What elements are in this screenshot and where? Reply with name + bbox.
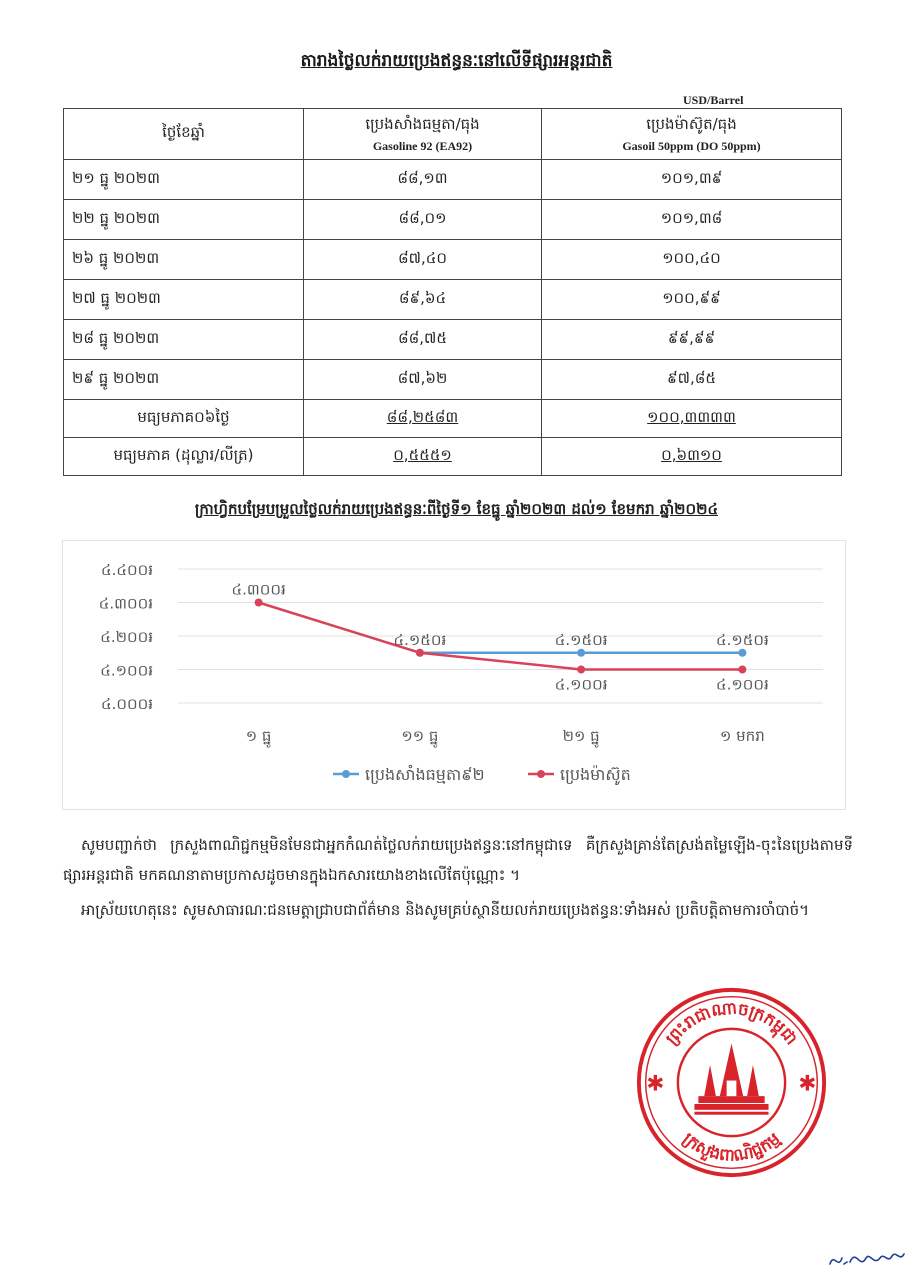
header-gasoline: ប្រេងសាំងធម្មតា/ធុង Gasoline 92 (EA92)	[304, 109, 542, 160]
data-point	[416, 649, 424, 657]
x-tick-label: ១ មករា	[720, 727, 765, 745]
angkor-temple-icon	[694, 1044, 768, 1115]
data-point	[255, 599, 263, 607]
summary-row-average-6-days: មធ្យមភាគ០៦ថ្ងៃ ៨៨,២៥៨៣ ១០០,៣៣៣៣	[64, 400, 842, 438]
svg-text:✱: ✱	[646, 1071, 665, 1097]
price-line-chart	[62, 540, 846, 810]
seal-top-text: ព្រះរាជាណាចក្រកម្ពុជា	[661, 998, 802, 1049]
data-label: ៤.១៥០៛	[393, 630, 447, 649]
legend-label: ប្រេងម៉ាស៊ូត	[560, 765, 631, 784]
seal-bottom-text: ក្រសួងពាណិជ្ជកម្ម	[679, 1128, 784, 1166]
chart-canvas	[63, 541, 845, 809]
signature	[826, 1244, 908, 1274]
chart-title: ក្រាហ្វិកបម្រែបម្រួលថ្លៃលក់រាយប្រេងឥន្ធនៈពីថ្ងៃទី១ ខែធ្នូ ឆ្នាំ២០២៣ ដល់១ ខែមករា ឆ្នាំ២០២៤	[194, 500, 719, 518]
table-row: ២៩ ធ្នូ ២០២៣ ៨៧,៦២ ៩៧,៨៥	[64, 360, 842, 400]
data-label: ៤.១៥០៛	[716, 630, 769, 649]
price-table	[63, 108, 842, 476]
note-paragraph-1: សូមបញ្ជាក់ថា ក្រសួងពាណិជ្ជកម្មមិនមែនជាអ្នកកំណត់ថ្លៃលក់រាយប្រេងឥន្ធនៈនៅកម្ពុជាទេ គឺក្រសួងគ្រាន់តែស្រង់តម្លៃឡើង-ចុះនៃប្រេងតាមទីផ្សារអន្តរជាតិ មកគណនាតាមប្រកាសដូចមានក្នុងឯកសារយោងខាងលើតែប៉ុណ្ណោះ ។	[63, 836, 853, 884]
y-tick-label: ៤.០០០៛	[100, 695, 153, 713]
data-label: ៤.១៥០៛	[554, 630, 608, 649]
data-label: ៤.៣០០៛	[231, 580, 286, 599]
data-label: ៤.១០០៛	[716, 675, 769, 694]
table-row: ២៦ ធ្នូ ២០២៣ ៨៧,៤០ ១០០,៤០	[64, 240, 842, 280]
data-point	[738, 649, 746, 657]
unit-label: USD/Barrel	[683, 93, 744, 107]
data-point	[577, 666, 585, 674]
table-header-row	[64, 109, 842, 160]
x-tick-label: ១១ ធ្នូ	[401, 727, 439, 745]
data-label: ៤.១០០៛	[554, 675, 608, 694]
x-tick-label: ១ ធ្នូ	[245, 727, 272, 745]
data-point	[577, 649, 585, 657]
legend-marker	[537, 770, 545, 778]
table-row: ២៧ ធ្នូ ២០២៣ ៨៩,៦៤ ១០០,៩៩	[64, 280, 842, 320]
y-tick-label: ៤.៤០០៛	[100, 561, 153, 579]
legend-marker	[342, 770, 350, 778]
table-row: ២១ ធ្នូ ២០២៣ ៨៨,១៣ ១០១,៣៩	[64, 160, 842, 200]
svg-text:✱: ✱	[798, 1071, 817, 1097]
ministry-seal	[634, 985, 829, 1180]
header-date: ថ្ងៃខែឆ្នាំ	[64, 109, 304, 160]
summary-row-average-per-litre: មធ្យមភាគ (ដុល្លារ/លីត្រ) ០,៥៥៥១ ០,៦៣១០	[64, 438, 842, 476]
legend-label: ប្រេងសាំងធម្មតា៩២	[365, 765, 485, 784]
table-row: ២២ ធ្នូ ២០២៣ ៨៨,០១ ១០១,៣៨	[64, 200, 842, 240]
header-diesel: ប្រេងម៉ាស៊ូត/ធុង Gasoil 50ppm (DO 50ppm)	[542, 109, 842, 160]
note-paragraph-2: អាស្រ័យហេតុនេះ សូមសាធារណៈជនមេត្តាជ្រាបជាព័ត៌មាន និងសូមគ្រប់ស្ថានីយលក់រាយប្រេងឥន្ធនៈទាំងអស់ ប្រតិបត្តិតាមការចាំបាច់។	[81, 901, 810, 919]
table-row: ២៨ ធ្នូ ២០២៣ ៨៨,៧៥ ៩៩,៩៩	[64, 320, 842, 360]
y-tick-label: ៤.២០០៛	[100, 628, 153, 646]
x-tick-label: ២១ ធ្នូ	[562, 727, 600, 745]
page-title: តារាងថ្លៃលក់រាយប្រេងឥន្ធនៈនៅលើទីផ្សារអន្តរជាតិ	[300, 51, 613, 71]
y-tick-label: ៤.៣០០៛	[98, 594, 153, 613]
y-tick-label: ៤.១០០៛	[100, 661, 153, 680]
data-point	[738, 666, 746, 674]
